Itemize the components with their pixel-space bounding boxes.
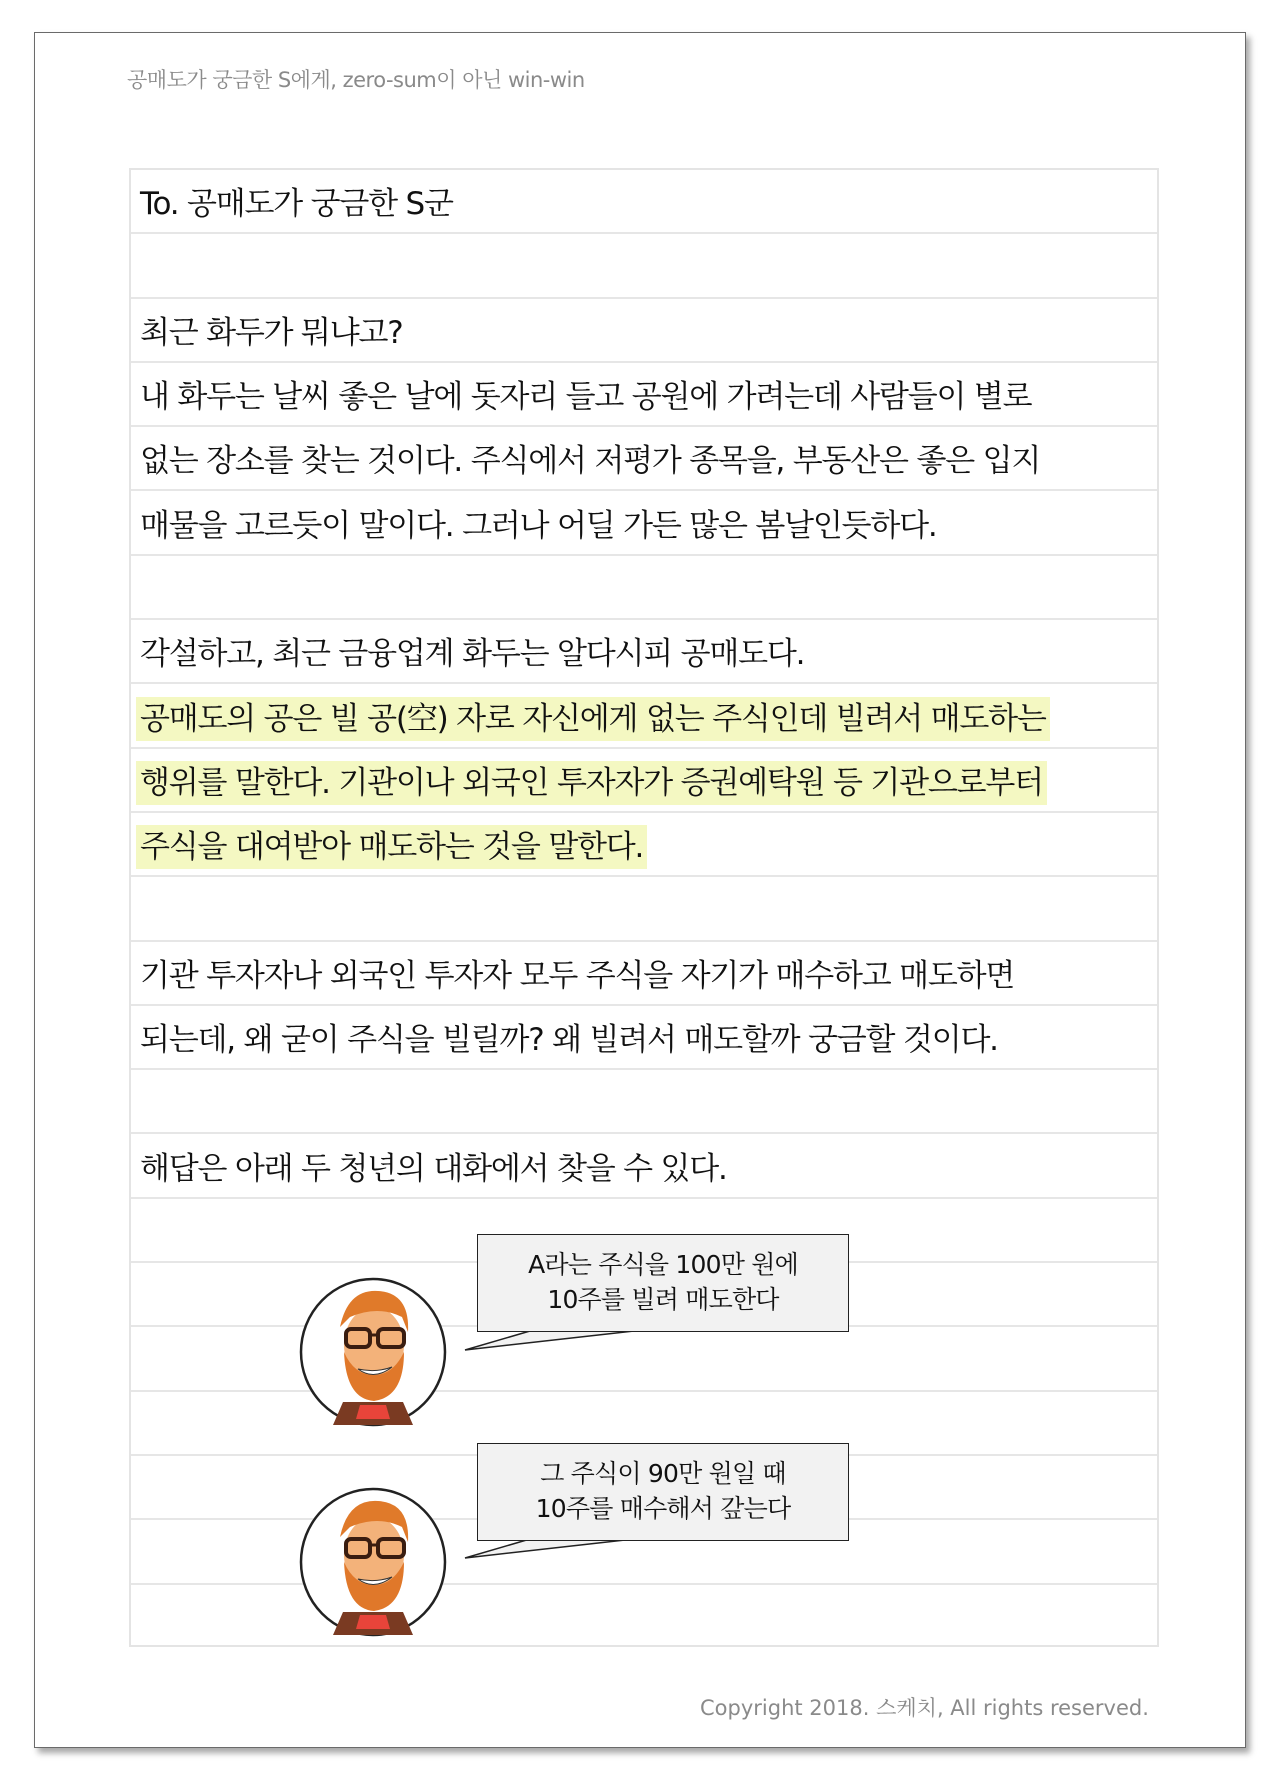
paragraph-line: 각설하고, 최근 금융업계 화두는 알다시피 공매도다. — [140, 636, 805, 673]
lined-paper — [129, 168, 1159, 1647]
paragraph-line: 내 화두는 날씨 좋은 날에 돗자리 들고 공원에 가려는데 사람들이 별로 — [140, 379, 1032, 416]
text-row — [131, 620, 1157, 684]
blank-row — [131, 234, 1157, 298]
speech-bubble — [477, 1234, 849, 1332]
blank-row — [131, 1070, 1157, 1134]
title-row — [131, 170, 1157, 234]
text-row — [131, 1006, 1157, 1070]
bubble-line: 10주를 빌려 매도한다 — [547, 1285, 779, 1314]
text-row — [131, 749, 1157, 813]
text-row — [131, 684, 1157, 748]
speech-bubble — [477, 1443, 849, 1541]
blank-row — [131, 556, 1157, 620]
paragraph-line: 없는 장소를 찾는 것이다. 주식에서 저평가 종목을, 부동산은 좋은 입지 — [140, 443, 1041, 480]
letter-title: To. 공매도가 궁금한 S군 — [140, 186, 453, 223]
text-row — [131, 942, 1157, 1006]
paragraph-line: 해답은 아래 두 청년의 대화에서 찾을 수 있다. — [140, 1150, 727, 1187]
text-row — [131, 1135, 1157, 1199]
blank-row — [131, 1327, 1157, 1391]
text-row — [131, 492, 1157, 556]
bearded-man-avatar — [298, 1277, 448, 1427]
copyright-footer: Copyright 2018. 스케치, All rights reserved. — [700, 1696, 1149, 1720]
blank-row — [131, 877, 1157, 941]
paragraph-line: 되는데, 왜 굳이 주식을 빌릴까? 왜 빌려서 매도할까 궁금할 것이다. — [140, 1022, 998, 1059]
highlighted-line: 행위를 말한다. 기관이나 외국인 투자자가 증권예탁원 등 기관으로부터 — [136, 761, 1047, 805]
highlighted-line: 공매도의 공은 빌 공(空) 자로 자신에게 없는 주식인데 빌려서 매도하는 — [136, 697, 1050, 741]
bearded-man-avatar — [298, 1487, 448, 1637]
bubble-line: 그 주식이 90만 원일 때 — [540, 1459, 786, 1488]
text-row — [131, 813, 1157, 877]
text-row — [131, 363, 1157, 427]
paragraph-line: 최근 화두가 뭐냐고? — [140, 314, 403, 351]
text-row — [131, 299, 1157, 363]
paragraph-line: 매물을 고르듯이 말이다. 그러나 어딜 가든 많은 봄날인듯하다. — [140, 507, 937, 544]
bubble-line: A라는 주식을 100만 원에 — [528, 1250, 798, 1279]
highlighted-line: 주식을 대여받아 매도하는 것을 말한다. — [136, 825, 647, 869]
speech-bubble-tail — [464, 1330, 644, 1352]
document-header: 공매도가 궁금한 S에게, zero-sum이 아닌 win-win — [127, 68, 585, 92]
text-row — [131, 427, 1157, 491]
bubble-line: 10주를 매수해서 갚는다 — [535, 1494, 791, 1523]
paragraph-line: 기관 투자자나 외국인 투자자 모두 주식을 자기가 매수하고 매도하면 — [140, 957, 1015, 994]
speech-bubble-tail — [464, 1538, 644, 1560]
